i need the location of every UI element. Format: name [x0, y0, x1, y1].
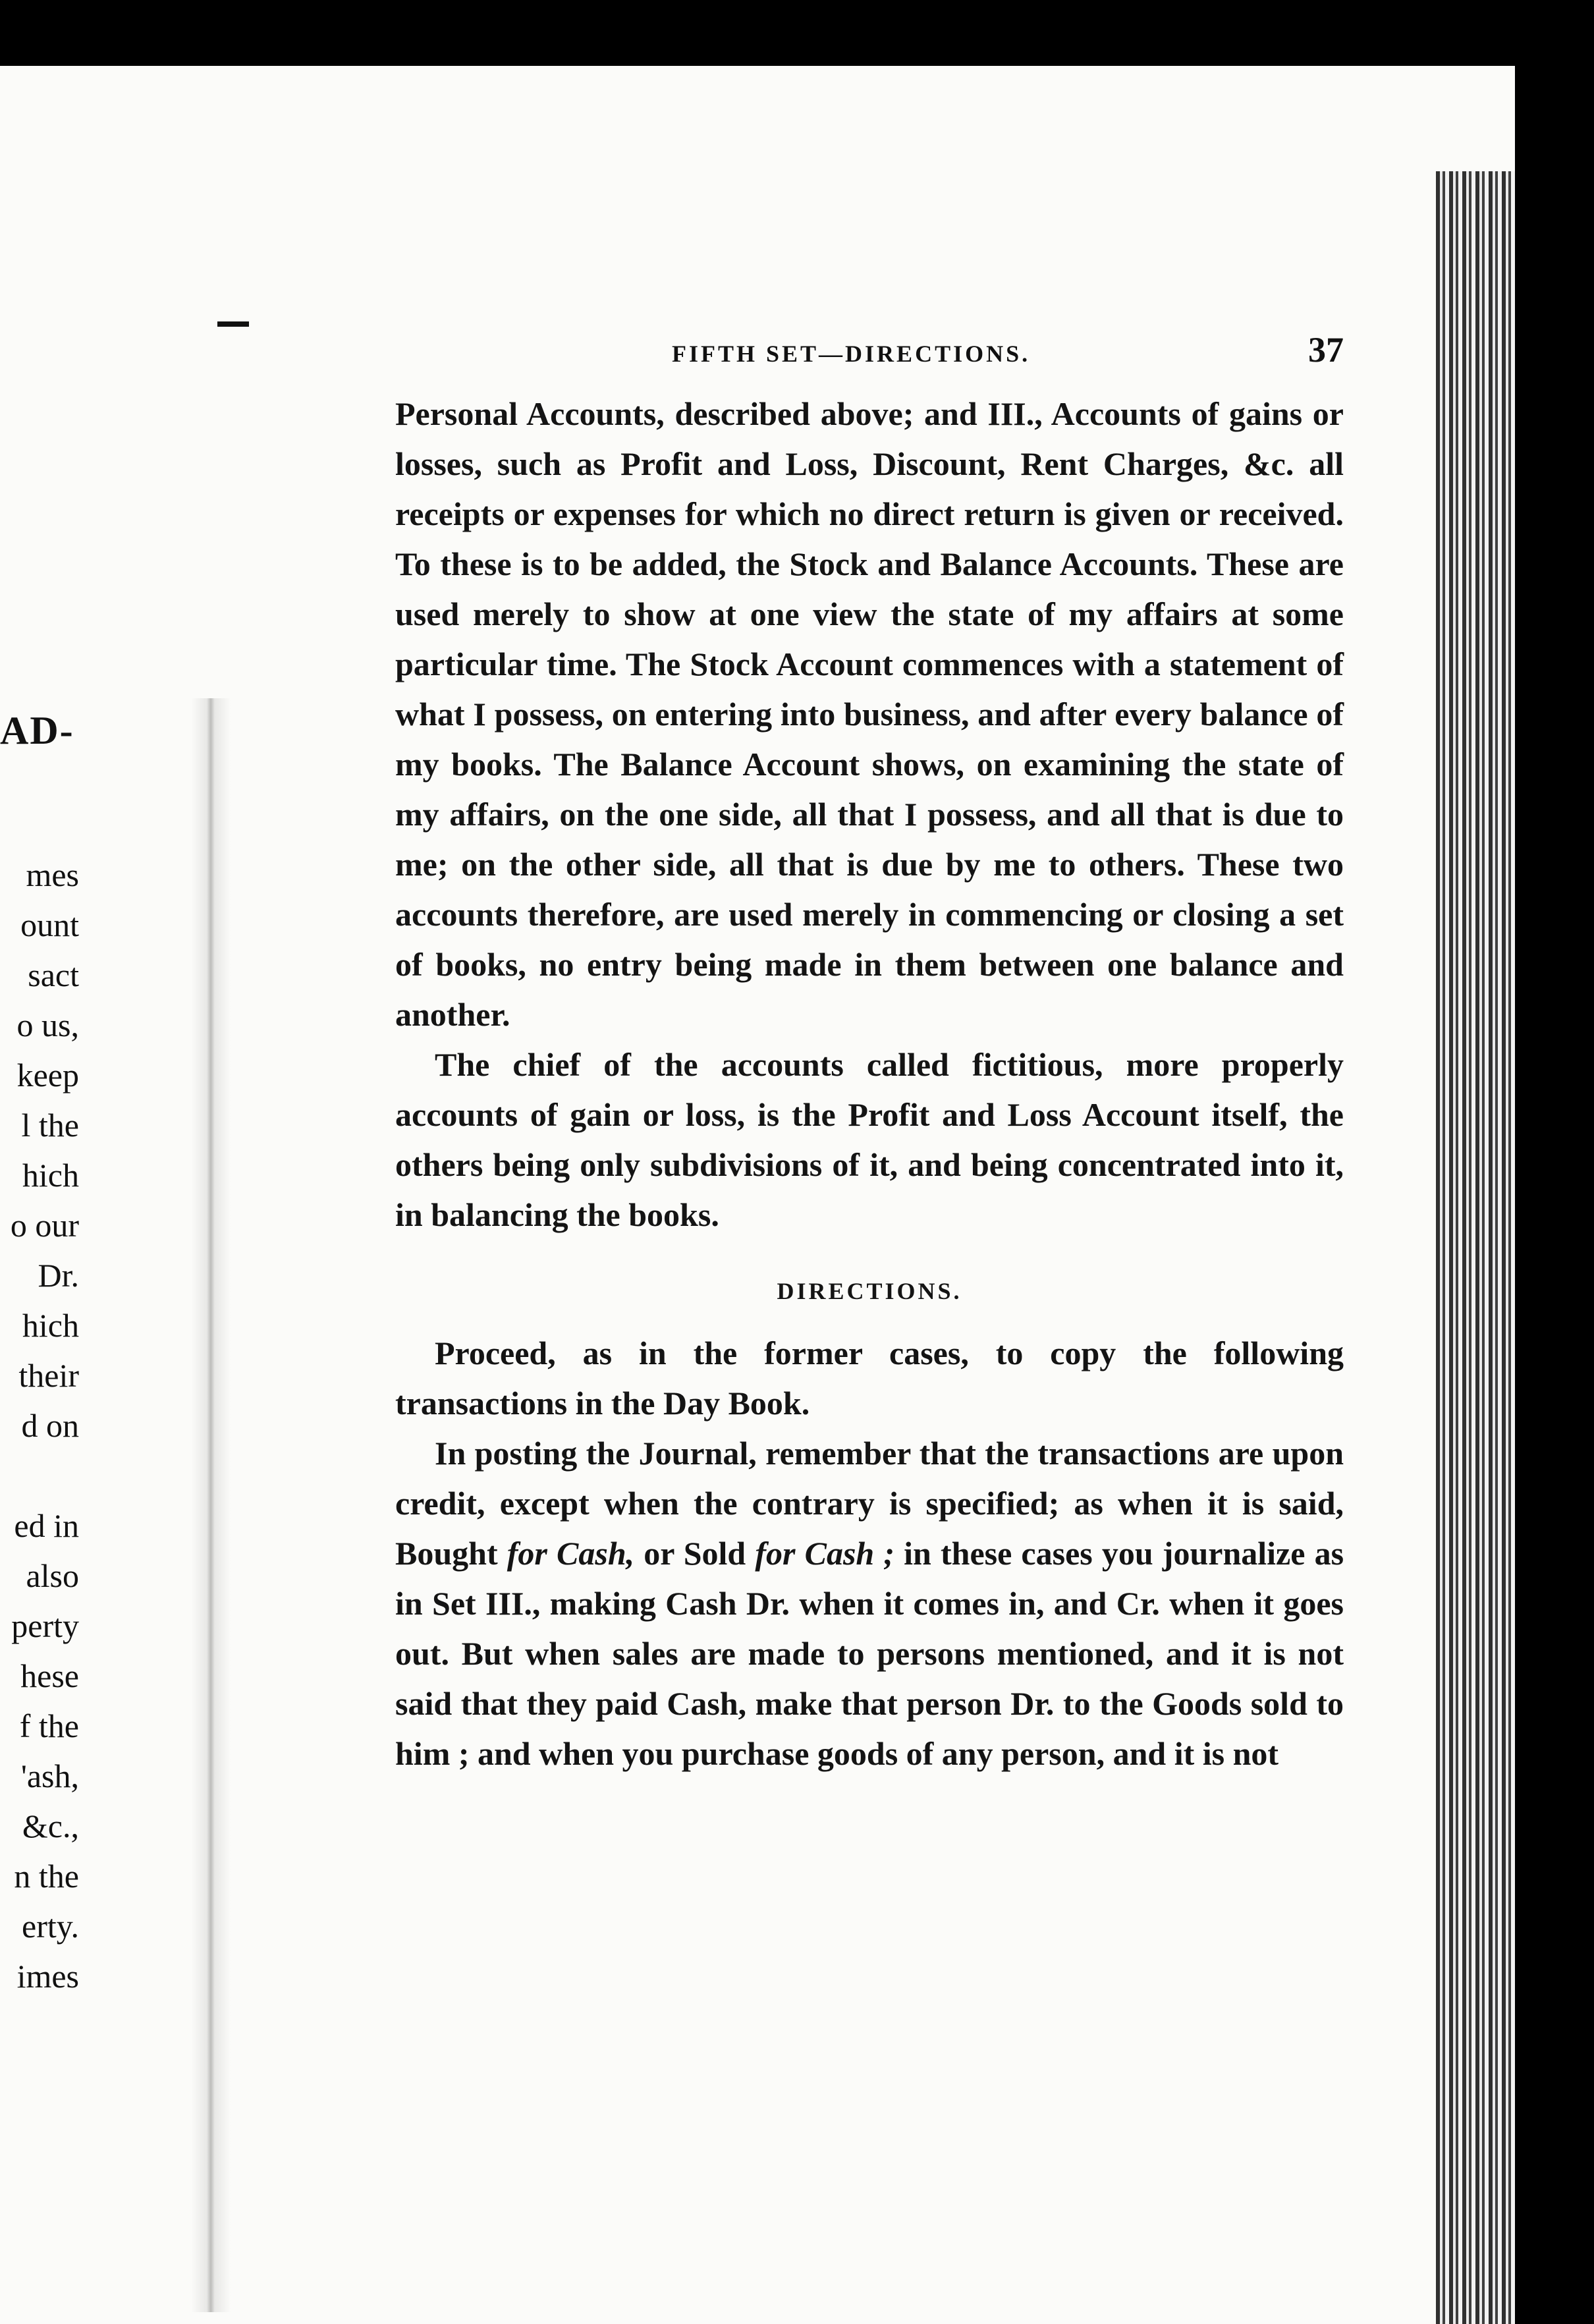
previous-page-heading-fragment: AD- — [0, 709, 74, 752]
text-run: in these cases you journalize as in Set III., making Cash Dr. when it comes in, and Cr. when it goes out. But when sales are made to persons mentioned, and it is not said that they paid Cash, make that person Dr. to the Goods sold to him ; and when you purchase goods of any person, and it is not — [395, 1535, 1344, 1772]
prev-line: perty — [11, 1607, 79, 1644]
prev-line: sact — [28, 956, 79, 993]
prev-line: d on — [21, 1407, 79, 1444]
book-page — [0, 66, 1515, 2324]
prev-line: Dr. — [38, 1257, 79, 1294]
text-run: In posting the Journal, remember that the transactions are upon credit, except when the contrary is specified; as when it is said, Bought — [395, 1435, 1344, 1572]
page-header — [395, 329, 1344, 375]
italic-text: for Cash, — [507, 1535, 635, 1572]
prev-line: &c., — [22, 1808, 79, 1844]
prev-line: ed in — [14, 1507, 79, 1544]
prev-line: hich — [22, 1157, 79, 1194]
text-run: or Sold — [634, 1535, 756, 1572]
body-paragraph: The chief of the accounts called fictitious, more properly accounts of gain or loss, is the Profit and Loss Account itself, the others being only subdivisions of it, and being concentrated into it, in balancing the books. — [395, 1046, 1344, 1233]
body-paragraph: Proceed, as in the former cases, to copy the following transactions in the Day Book. — [395, 1335, 1344, 1422]
prev-line: 'ash, — [20, 1757, 79, 1794]
margin-dash — [217, 321, 249, 327]
body-paragraph — [395, 1428, 1344, 1779]
page-number: 37 — [1308, 330, 1344, 370]
running-head: FIFTH SET—DIRECTIONS. — [672, 341, 1031, 367]
prev-line: mes — [26, 856, 79, 893]
prev-line: f the — [19, 1707, 79, 1744]
body-paragraph: Personal Accounts, described above; and III., Accounts of gains or losses, such as Profit and Loss, Discount, Rent Charges, &c. all receipts or expenses for which no direct return is given or received. To these is to be added, the Stock and Balance Accounts. These are used merely to show at one view the state of my affairs at some particular time. The Stock Account commences with a statement of what I possess, on entering into business, and after every balance of my books. The Balance Account shows, on examining the state of my affairs, on the one side, all that I possess, and all that is due to me; on the other side, all that is due by me to others. These two accounts therefore, are used merely in commencing or closing a set of books, no entry being made in them between one balance and another. — [395, 395, 1344, 1033]
prev-line: also — [26, 1557, 79, 1594]
prev-line: imes — [16, 1958, 79, 1995]
prev-line: their — [18, 1357, 79, 1394]
section-heading: DIRECTIONS. — [777, 1278, 962, 1304]
page-body — [395, 389, 1344, 1779]
prev-line: keep — [16, 1057, 79, 1093]
prev-line: erty. — [22, 1908, 79, 1945]
prev-line: hich — [22, 1307, 79, 1344]
previous-page-fragment — [0, 850, 79, 2001]
prev-line: ount — [20, 906, 79, 943]
italic-text: for Cash ; — [755, 1535, 895, 1572]
prev-line: o us, — [16, 1007, 79, 1043]
prev-line: l the — [21, 1107, 79, 1144]
page-edge-stack — [1436, 171, 1515, 2324]
book-gutter — [191, 698, 231, 2312]
prev-line: o our — [10, 1207, 79, 1244]
prev-line — [0, 1451, 79, 1501]
prev-line: hese — [20, 1657, 79, 1694]
prev-line: n the — [14, 1858, 79, 1895]
